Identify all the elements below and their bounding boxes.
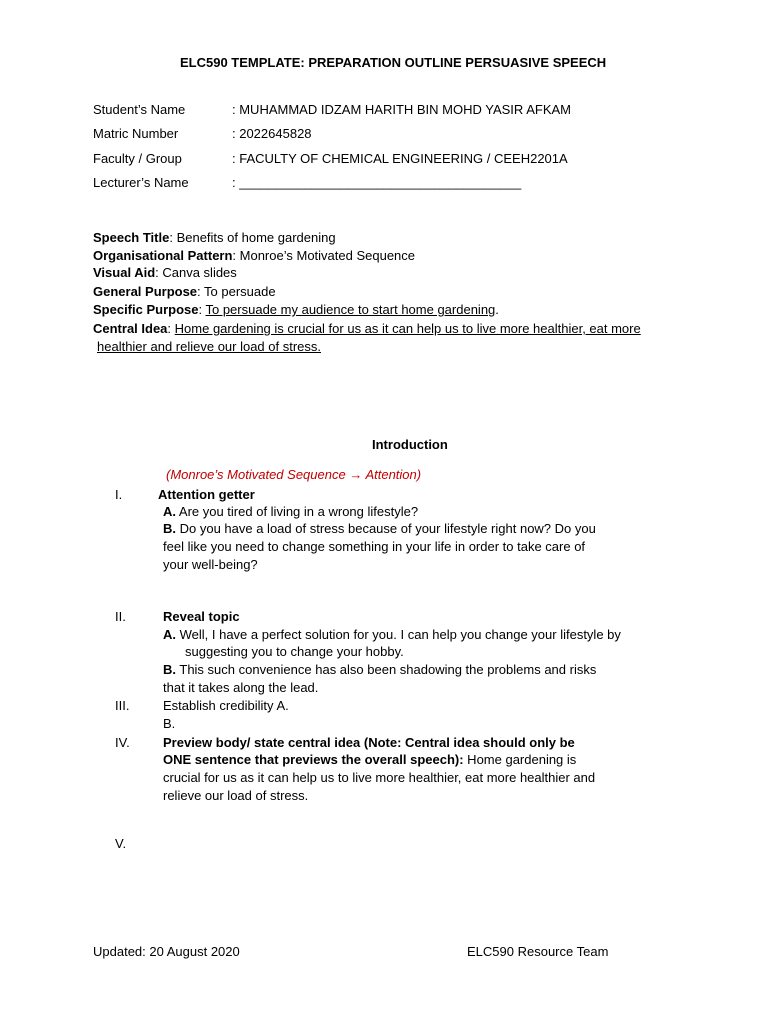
central-idea-row (93, 321, 641, 337)
visual-aid-row (93, 265, 237, 281)
reveal-a-line1: Well, I have a perfect solution for you. I can help you change your lifestyle by (176, 627, 621, 642)
arrow-right-icon: → (349, 467, 363, 482)
sequence-note (166, 467, 421, 483)
preview-bold-line2: ONE sentence that previews the overall speech): (163, 752, 464, 767)
footer-team: ELC590 Resource Team (467, 944, 609, 959)
visual-aid-value: : Canva slides (155, 265, 237, 280)
preview-bold-line1: Preview body/ state central idea (Note: Central idea should only be (163, 735, 575, 750)
organisational-pattern-row (93, 248, 415, 264)
preview-line4: relieve our load of stress. (163, 788, 309, 803)
faculty-group-value: : FACULTY OF CHEMICAL ENGINEERING / CEEH2201A (232, 151, 568, 166)
lecturer-name-value: : _______________________________________ (232, 175, 522, 190)
reveal-b (163, 662, 596, 678)
matric-number-label: Matric Number (93, 126, 179, 141)
general-purpose-label: General Purpose (93, 284, 198, 299)
general-purpose-value: : To persuade (197, 284, 276, 299)
reveal-b-line2: that it takes along the lead. (163, 680, 319, 695)
credibility-line1: Establish credibility A. (163, 698, 289, 713)
sequence-note-text: (Monroe’s Motivated Sequence (166, 467, 350, 482)
central-idea-line2: healthier and relieve our load of stress. (97, 339, 322, 354)
numeral-iv: IV. (115, 735, 130, 750)
general-purpose-row (93, 284, 276, 300)
preview-line2 (163, 752, 576, 768)
attention-a (163, 504, 418, 520)
central-idea-sep: : (167, 321, 175, 336)
sequence-note-end: Attention) (362, 467, 422, 482)
footer-updated: Updated: 20 August 2020 (93, 944, 240, 959)
numeral-i: I. (115, 487, 123, 502)
student-name-value: : MUHAMMAD IDZAM HARITH BIN MOHD YASIR AFKAM (232, 102, 571, 117)
reveal-a-line2: suggesting you to change your hobby. (185, 644, 404, 659)
speech-title-value: : Benefits of home gardening (169, 230, 336, 245)
reveal-a-label: A. (163, 627, 176, 642)
central-idea-line1: Home gardening is crucial for us as it can help us to live more healthier, eat more (174, 321, 641, 336)
attention-a-label: A. (163, 504, 176, 519)
introduction-heading: Introduction (372, 437, 448, 452)
specific-purpose-value: To persuade my audience to start home gardening (205, 302, 496, 317)
attention-b (163, 521, 596, 537)
organisational-pattern-label: Organisational Pattern (93, 248, 233, 263)
numeral-v: V. (115, 836, 127, 851)
preview-rest-line2: Home gardening is (463, 752, 577, 767)
speech-title-label: Speech Title (93, 230, 170, 245)
attention-b-line1: Do you have a load of stress because of your lifestyle right now? Do you (176, 521, 596, 536)
speech-title-row (93, 230, 336, 246)
preview-line3: crucial for us as it can help us to live more healthier, eat more healthier and (163, 770, 596, 785)
organisational-pattern-value: : Monroe’s Motivated Sequence (232, 248, 416, 263)
specific-purpose-end: . (495, 302, 499, 317)
credibility-line2: B. (163, 716, 176, 731)
specific-purpose-label: Specific Purpose (93, 302, 199, 317)
specific-purpose-sep: : (198, 302, 206, 317)
reveal-topic-heading: Reveal topic (163, 609, 240, 624)
central-idea-label: Central Idea (93, 321, 168, 336)
specific-purpose-row (93, 302, 499, 318)
numeral-ii: II. (115, 609, 126, 624)
reveal-b-line1: This such convenience has also been shadowing the problems and risks (176, 662, 597, 677)
attention-b-line2: feel like you need to change something in your life in order to take care of (163, 539, 586, 554)
attention-b-label: B. (163, 521, 176, 536)
attention-b-line3: your well-being? (163, 557, 258, 572)
attention-getter-heading: Attention getter (158, 487, 255, 502)
numeral-iii: III. (115, 698, 130, 713)
visual-aid-label: Visual Aid (93, 265, 156, 280)
reveal-a (163, 627, 621, 643)
lecturer-name-label: Lecturer’s Name (93, 175, 189, 190)
reveal-b-label: B. (163, 662, 176, 677)
attention-a-text: Are you tired of living in a wrong lifestyle? (176, 504, 419, 519)
matric-number-value: : 2022645828 (232, 126, 312, 141)
faculty-group-label: Faculty / Group (93, 151, 182, 166)
page-title: ELC590 TEMPLATE: PREPARATION OUTLINE PERSUASIVE SPEECH (180, 55, 607, 70)
student-name-label: Student’s Name (93, 102, 186, 117)
